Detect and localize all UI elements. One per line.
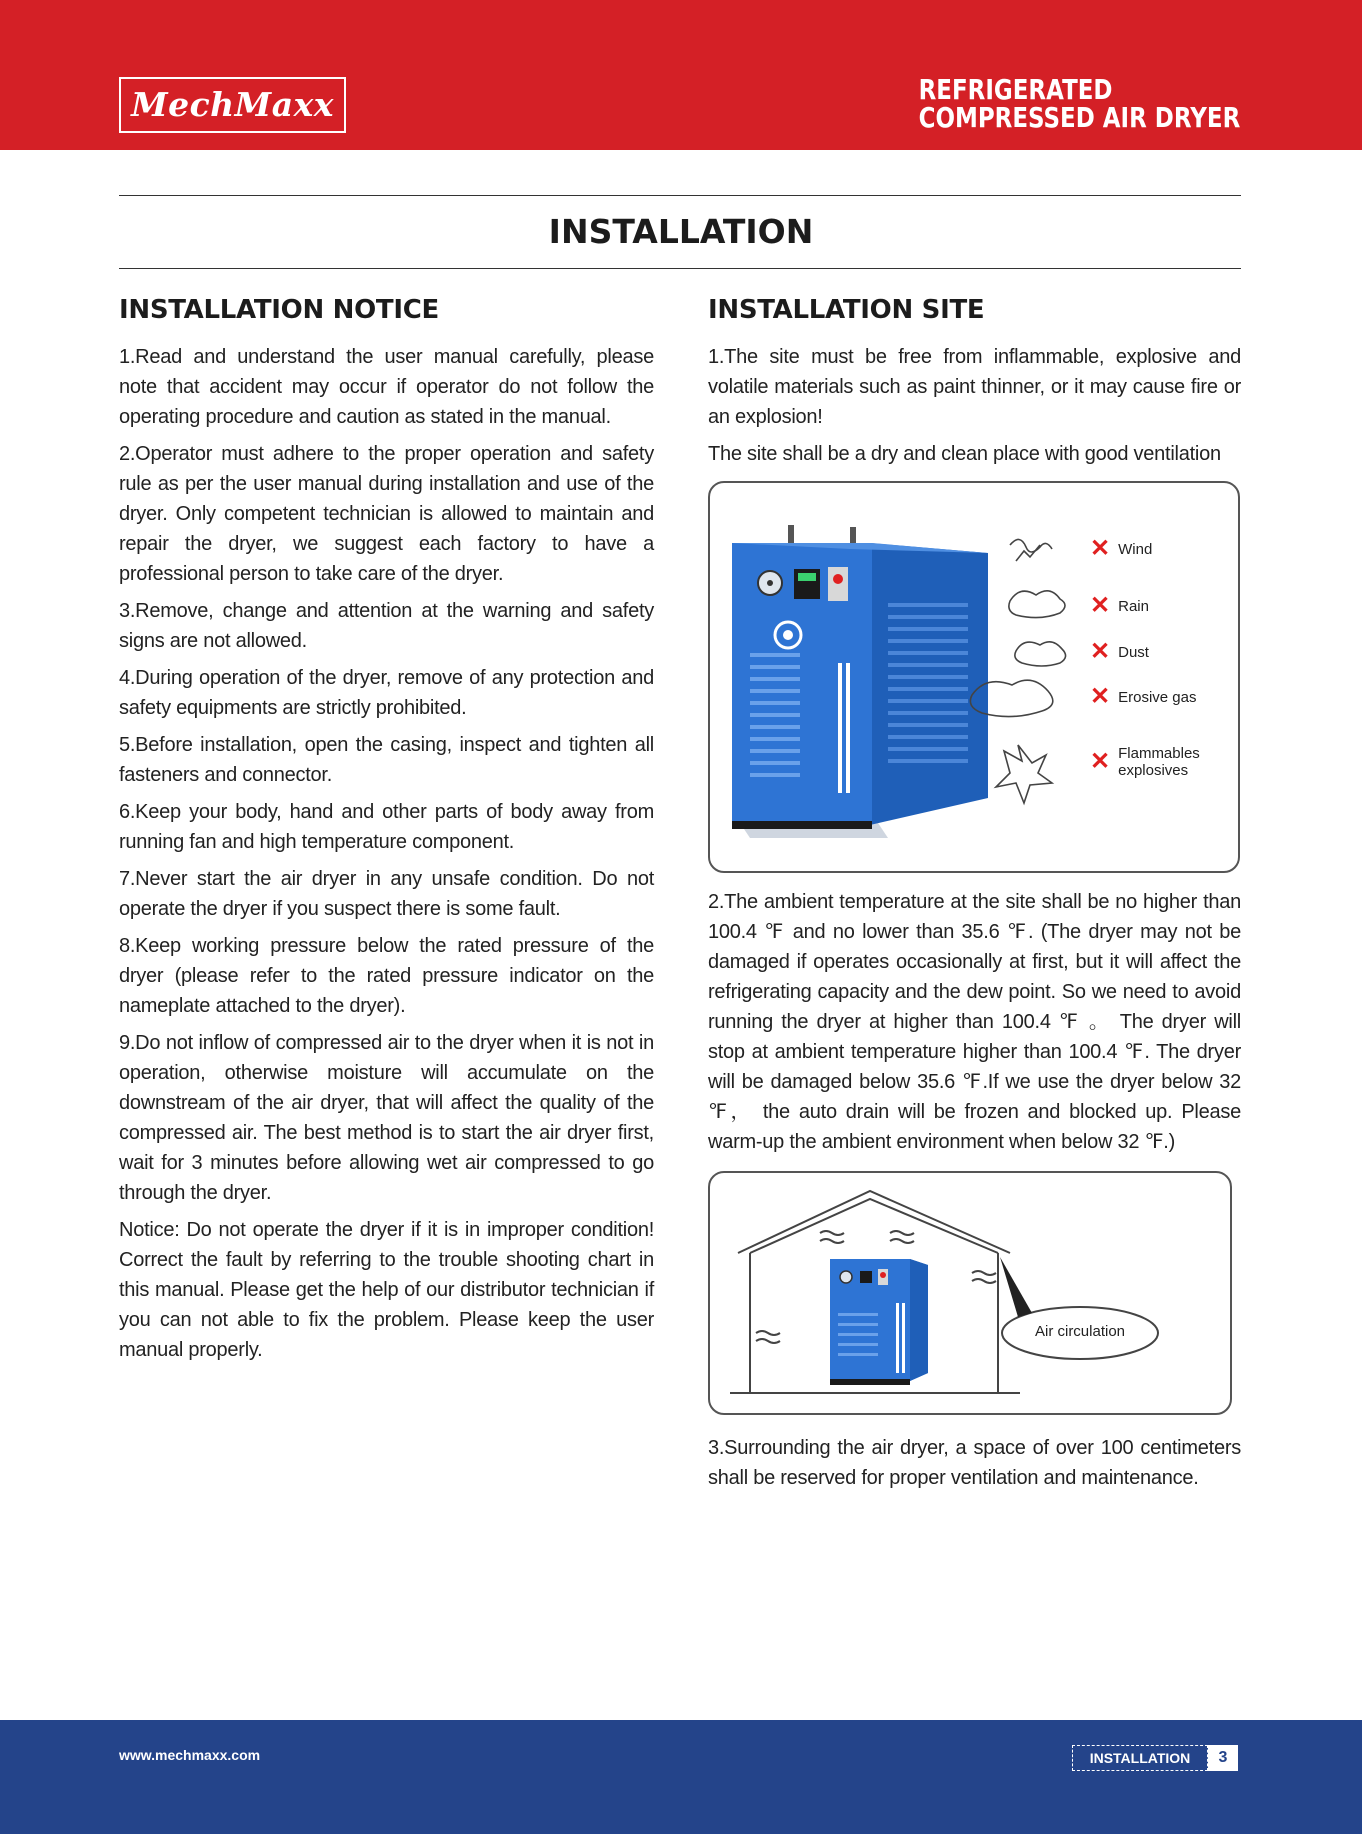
page-title: INSTALLATION <box>548 212 814 251</box>
notice-warning: Notice: Do not operate the dryer if it is in improper condition! Correct the fault by referring to the trouble shooting chart in this manual. Please get the help of our distributor technician if you can not able to fix the problem. Please keep the user manual properly. <box>119 1219 654 1361</box>
site-paragraph-1: 1.The site must be free from inflammable, explosive and volatile materials such as paint thinner, or it may cause fire or an explosion! <box>708 346 1241 428</box>
brand-logo: MechMaxx <box>119 77 346 133</box>
installation-notice-column <box>119 292 654 1372</box>
site-paragraph-2: The site shall be a dry and clean place with good ventilation <box>708 443 1221 465</box>
notice-item: 8.Keep working pressure below the rated pressure of the dryer (please refer to the rated pressure indicator on the nameplate attached to the dryer). <box>119 935 654 1017</box>
hazard-erosive-gas: ✕ Erosive gas <box>1090 683 1197 710</box>
divider-top <box>119 195 1241 196</box>
notice-item: 1.Read and understand the user manual carefully, please note that accident may occur if operator do not follow the operating procedure and caution as stated in the manual. <box>119 346 654 428</box>
cross-icon: ✕ <box>1090 748 1111 775</box>
cross-icon: ✕ <box>1090 638 1111 665</box>
installation-site-column <box>708 292 1241 1500</box>
notice-item: 3.Remove, change and attention at the warning and safety signs are not allowed. <box>119 600 654 652</box>
divider-bottom <box>119 268 1241 269</box>
notice-item: 2.Operator must adhere to the proper operation and safety rule as per the user manual during installation and use of the dryer. Only competent technician is allowed to maintain and repair the dryer, we suggest each factory to have a professional person to take care of the dryer. <box>119 443 654 585</box>
house-dryer-illustration <box>710 1173 1230 1413</box>
notice-item: 7.Never start the air dryer in any unsafe condition. Do not operate the dryer if you suspect there is some fault. <box>119 868 654 920</box>
notice-heading: INSTALLATION NOTICE <box>119 295 439 325</box>
hazard-illustration <box>708 481 1240 873</box>
notice-item: 6.Keep your body, hand and other parts of body away from running fan and high temperature component. <box>119 801 654 853</box>
site-paragraph-4: 3.Surrounding the air dryer, a space of over 100 centimeters shall be reserved for proper ventilation and maintenance. <box>708 1437 1241 1489</box>
cross-icon: ✕ <box>1090 683 1111 710</box>
site-heading: INSTALLATION SITE <box>708 295 985 325</box>
air-circulation-illustration <box>708 1171 1232 1415</box>
air-dryer-illustration <box>710 483 1238 871</box>
notice-item: 4.During operation of the dryer, remove of any protection and safety equipments are strictly prohibited. <box>119 667 654 719</box>
air-circulation-label: Air circulation <box>1034 1323 1126 1340</box>
document-title-line1: REFRIGERATED <box>918 73 1113 106</box>
hazard-dust: ✕ Dust <box>1090 638 1149 665</box>
footer-section-label: INSTALLATION <box>1072 1745 1208 1771</box>
footer-bar <box>0 1720 1362 1834</box>
page-number: 3 <box>1208 1745 1238 1771</box>
header-bar <box>0 0 1362 150</box>
cross-icon: ✕ <box>1090 592 1111 619</box>
notice-item: 5.Before installation, open the casing, inspect and tighten all fasteners and connector. <box>119 734 654 786</box>
document-title <box>918 73 1240 134</box>
hazard-flammables: ✕ Flammables explosives <box>1090 745 1200 779</box>
site-paragraph-3: 2.The ambient temperature at the site shall be no higher than 100.4 ℉ and no lower than 35.6 ℉. (The dryer may not be damaged if operates occasionally at first, but it will affect the refrigerating capacity and the dew point. So we need to avoid running the dryer at higher than 100.4 ℉ 。 The dryer will stop at ambient temperature higher than 100.4 ℉. The dryer will be damaged below 35.6 ℉.If we use the dryer below 32 ℉， the auto drain will be frozen and blocked up. Please warm-up the ambient environment when below 32 ℉.) <box>708 891 1241 1153</box>
notice-item: 9.Do not inflow of compressed air to the dryer when it is not in operation, otherwise moisture will accumulate on the downstream of the air dryer, that will affect the quality of the compressed air. The best method is to start the air dryer first, wait for 3 minutes before allowing wet air compressed to go through the dryer. <box>119 1032 654 1204</box>
cross-icon: ✕ <box>1090 535 1111 562</box>
document-title-line2: COMPRESSED AIR DRYER <box>918 101 1240 134</box>
website-link[interactable]: www.mechmaxx.com <box>119 1747 261 1763</box>
hazard-wind: ✕ Wind <box>1090 535 1153 562</box>
hazard-rain: ✕ Rain <box>1090 592 1149 619</box>
